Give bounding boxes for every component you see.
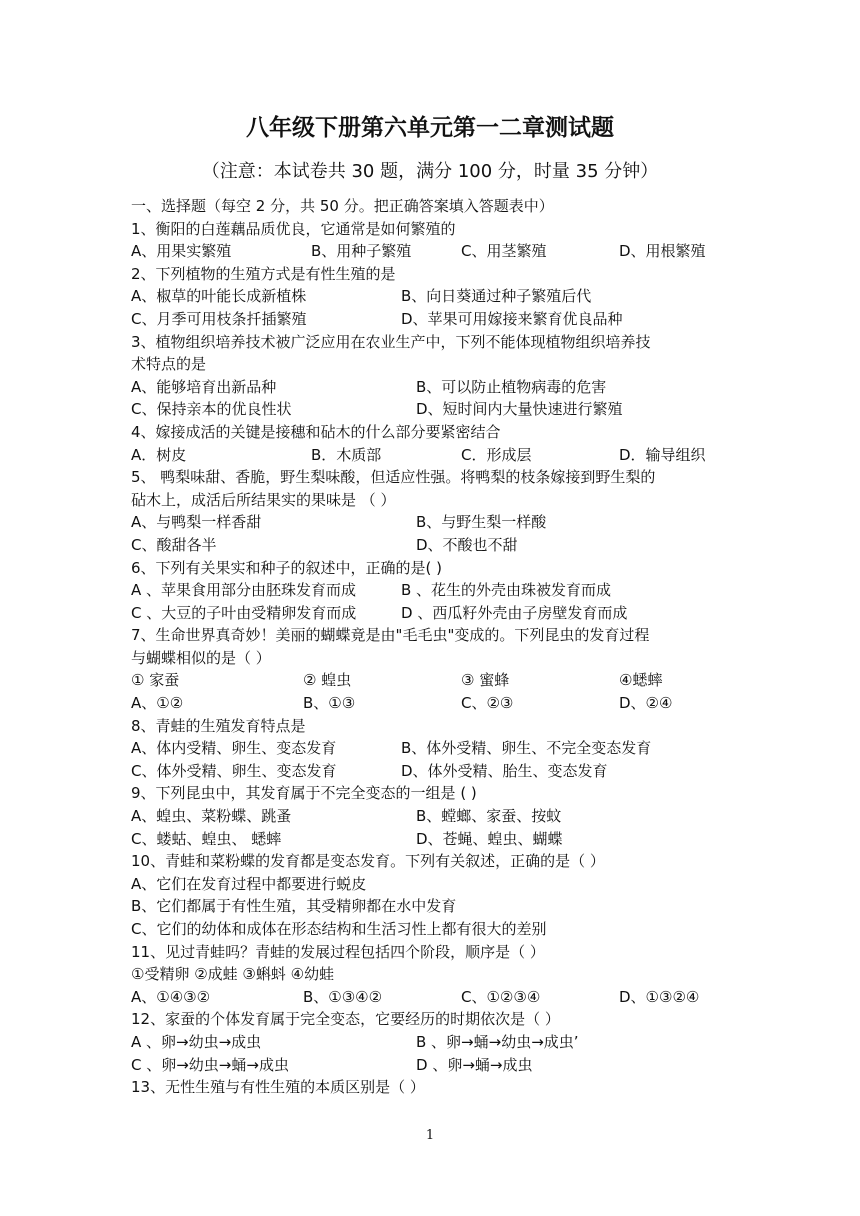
option-row [131,805,741,828]
answer-option: C 、大豆的子叶由受精卵发育而成 [131,603,357,622]
answer-option: B、螳螂、家蚕、按蚊 [416,807,562,826]
question-stem: 6、下列有关果实和种子的叙述中，正确的是( ) [131,558,443,577]
answer-option: A 、苹果食用部分由胚珠发育而成 [131,581,357,600]
answer-option: C．形成层 [461,445,532,464]
option-row [131,737,741,760]
answer-option: B、①③④② [303,987,383,1006]
question-stem: 3、植物组织培养技术被广泛应用在农业生产中，下列不能体现植物组织培养技 [131,332,651,351]
answer-option: D、②④ [619,694,673,713]
question-text-line: 术特点的是 [131,355,207,374]
option-row [131,240,741,263]
answer-option: B．木质部 [311,445,382,464]
answer-option: C、蝼蛄、蝗虫、 蟋蟀 [131,829,282,848]
question-text-line: C、它们的幼体和成体在形态结构和生活习性上都有很大的差别 [131,920,547,938]
answer-option: ④蟋蟀 [619,671,663,690]
question-stem: 5、 鸭梨味甜、香脆，野生梨味酸，但适应性强。将鸭梨的枝条嫁接到野生梨的 [131,468,656,487]
answer-option: C、①②③④ [461,987,541,1006]
option-row [131,444,741,467]
answer-option: A 、卵→幼虫→成虫 [131,1032,262,1051]
question-stem: 2、下列植物的生殖方式是有性生殖的是 [131,264,396,283]
answer-option: B 、卵→蛹→幼虫→成虫’ [416,1032,579,1051]
answer-option: A、能够培育出新品种 [131,377,277,396]
answer-option: C、酸甜各半 [131,535,217,554]
question-stem: 12、家蚕的个体发育属于完全变态，它要经历的时期依次是（ ） [131,1010,560,1029]
answer-option: A．树皮 [131,445,187,464]
question-stem: 7、生命世界真奇妙！美丽的蝴蝶竟是由"毛毛虫"变成的。下列昆虫的发育过程 [131,626,650,645]
answer-option: B、体外受精、卵生、不完全变态发育 [401,739,652,758]
exam-title: 八年级下册第六单元第一二章测试题 [246,115,614,141]
option-row [131,511,741,534]
option-row [131,534,741,557]
question-text-line: A、它们在发育过程中都要进行蜕皮 [131,874,367,893]
question-stem: 10、青蛙和菜粉蝶的发育都是变态发育。下列有关叙述，正确的是（ ） [131,852,605,871]
exam-instructions: （注意：本试卷共 30 题，满分 100 分，时量 35 分钟） [201,161,659,182]
answer-option: D、用根繁殖 [619,242,706,261]
question-text-line: ①受精卵 ②成蛙 ③蝌蚪 ④幼蛙 [131,965,335,984]
answer-option: C、用茎繁殖 [461,242,547,261]
question-text-line: 砧木上，成活后所结果实的果味是 （ ） [131,490,396,509]
question-stem: 4、嫁接成活的关键是接穗和砧木的什么部分要紧密结合 [131,422,501,441]
answer-option: C、保持亲本的优良性状 [131,400,292,419]
answer-option: B、用种子繁殖 [311,242,412,261]
answer-option: B 、花生的外壳由珠被发育而成 [401,581,612,600]
answer-option: D、苍蝇、蝗虫、蝴蝶 [416,829,563,848]
answer-option: D、苹果可用嫁接来繁育优良品种 [401,309,623,328]
answer-option: D、短时间内大量快速进行繁殖 [416,400,623,419]
answer-option: D 、卵→蛹→成虫 [416,1055,533,1074]
answer-option: B、与野生梨一样酸 [416,513,547,532]
answer-option: A、蝗虫、菜粉蝶、跳蚤 [131,807,292,826]
question-stem: 11、见过青蛙吗？青蛙的发展过程包括四个阶段，顺序是（ ） [131,942,545,961]
option-row [131,692,741,715]
answer-option: A、①② [131,694,184,713]
answer-option: ③ 蜜蜂 [461,671,510,690]
option-row [131,376,741,399]
question-text-line: 与蝴蝶相似的是（ ） [131,648,271,667]
option-row [131,1031,741,1054]
answer-option: B、①③ [303,694,356,713]
option-row [131,602,741,625]
answer-option: C、②③ [461,694,514,713]
answer-option: D、①③②④ [619,987,700,1006]
answer-option: ② 蝗虫 [303,671,352,690]
question-stem: 8、青蛙的生殖发育特点是 [131,716,306,735]
option-row [131,760,741,783]
option-row [131,669,741,692]
option-row [131,285,741,308]
answer-option: ① 家蚕 [131,671,180,690]
answer-option: C、体外受精、卵生、变态发育 [131,761,337,780]
answer-option: A、①④③② [131,987,211,1006]
option-row [131,1054,741,1077]
answer-option: B、向日葵通过种子繁殖后代 [401,287,592,306]
answer-option: A、与鸭梨一样香甜 [131,513,262,532]
question-stem: 1、衡阳的白莲藕品质优良，它通常是如何繁殖的 [131,219,456,238]
question-text-line: B、它们都属于有性生殖，其受精卵都在水中发育 [131,897,457,916]
option-row [131,308,741,331]
question-stem: 13、无性生殖与有性生殖的本质区别是（ ） [131,1078,425,1097]
option-row [131,398,741,421]
answer-option: D 、西瓜籽外壳由子房壁发育而成 [401,603,628,622]
option-row [131,579,741,602]
answer-option: A、用果实繁殖 [131,242,232,261]
answer-option: A、体内受精、卵生、变态发育 [131,739,337,758]
answer-option: C、月季可用枝条扦插繁殖 [131,309,307,328]
page-number: 1 [425,1128,435,1143]
answer-option: C 、卵→幼虫→蛹→成虫 [131,1055,289,1074]
section-heading: 一、选择题（每空 2 分，共 50 分。把正确答案填入答题表中） [131,197,554,215]
answer-option: B、可以防止植物病毒的危害 [416,377,607,396]
answer-option: D、不酸也不甜 [416,535,518,554]
question-stem: 9、下列昆虫中，其发育属于不完全变态的一组是 ( ) [131,784,477,803]
answer-option: A、椒草的叶能长成新植株 [131,287,307,306]
question-list [131,195,741,1099]
option-row [131,986,741,1009]
answer-option: D．输导组织 [619,445,706,464]
option-row [131,828,741,851]
answer-option: D、体外受精、胎生、变态发育 [401,761,608,780]
